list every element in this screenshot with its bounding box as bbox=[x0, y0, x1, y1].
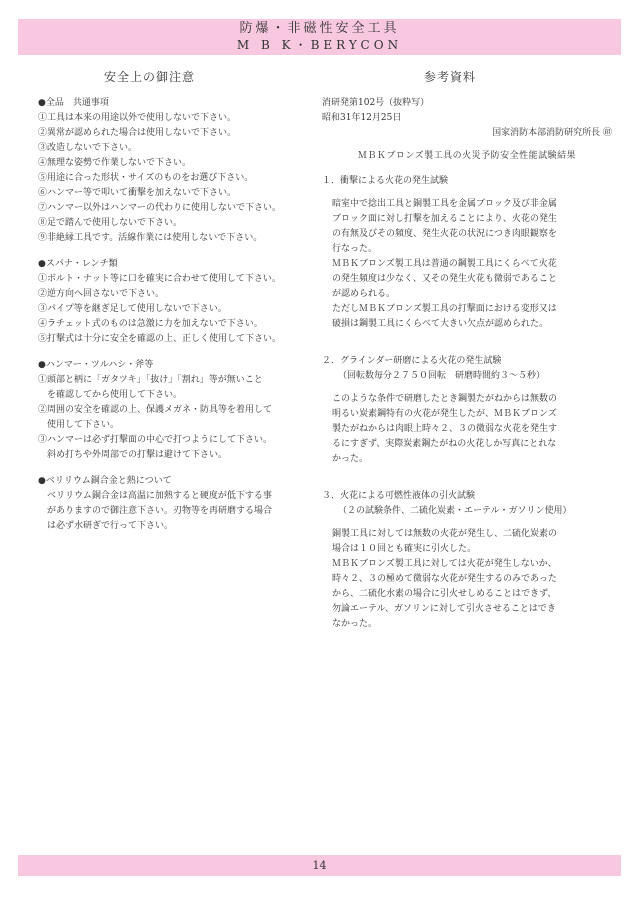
test-title: ３．火花による可燃性液体の引火試験 bbox=[322, 491, 476, 501]
test-section bbox=[322, 489, 612, 646]
paragraph-line: かった。 bbox=[332, 454, 369, 464]
paragraph-line: ＭＢＫブロンズ製工具に対しては火花が発生しないか、 bbox=[332, 559, 557, 569]
test-conditions: （回転数毎分２７５０回転 研磨時間約３～５秒） bbox=[338, 371, 546, 381]
safety-item: ②逆方向へ回さないで下さい。 bbox=[38, 289, 165, 299]
page-footer bbox=[18, 855, 621, 876]
paragraph-line: 行なった。 bbox=[332, 244, 378, 254]
safety-item: ②周囲の安全を確認の上、保護メガネ・防具等を着用して bbox=[38, 405, 273, 415]
spacer bbox=[322, 384, 612, 392]
paragraph-line: ただしＭＢＫブロンズ製工具の打撃面における変形又は bbox=[332, 304, 557, 314]
reference-line: 昭和31年12月25日 bbox=[322, 113, 402, 123]
test-paragraph bbox=[322, 392, 612, 467]
paragraph-line: 銅製工具に対しては無数の火花が発生し、二硫化炭素の bbox=[332, 529, 558, 539]
spacer bbox=[322, 519, 612, 527]
safety-item: ⑤用途に合った形状・サイズのものをお選び下さい。 bbox=[38, 173, 254, 183]
paragraph-line: ブロック面に対し打撃を加えることにより、火花の発生 bbox=[332, 214, 557, 224]
test-paragraph bbox=[322, 527, 612, 557]
page-number: 14 bbox=[312, 859, 327, 872]
safety-notes-column bbox=[38, 96, 308, 545]
section-title: ●ハンマー・ツルハシ・斧等 bbox=[38, 360, 154, 370]
paragraph-line: が認められる。 bbox=[332, 289, 396, 299]
paragraph-line: ＭＢＫブロンズ製工具は普通の鋼製工具にくらべて火花 bbox=[332, 259, 557, 269]
test-section bbox=[322, 174, 612, 346]
paragraph-line: 破損は鋼製工具にくらべて大きい欠点が認められた。 bbox=[332, 319, 549, 329]
safety-item: ⑤打撃式は十分に安全を確認の上、正しく使用して下さい。 bbox=[38, 334, 282, 344]
safety-item: がありますので御注意下さい。刃物等を再研磨する場合 bbox=[38, 506, 273, 516]
safety-item: ③改造しないで下さい。 bbox=[38, 143, 138, 153]
safety-item: ベリリウム銅合金は高温に加熱すると硬度が低下する事 bbox=[38, 491, 272, 501]
reference-column bbox=[322, 96, 612, 654]
paragraph-line: 場合は１０回とも確実に引火した。 bbox=[332, 544, 477, 554]
safety-heading: 安全上の御注意 bbox=[104, 70, 196, 84]
paragraph-line: なかった。 bbox=[332, 619, 378, 629]
safety-section bbox=[38, 474, 308, 534]
test-paragraph bbox=[322, 197, 612, 257]
spacer bbox=[322, 632, 612, 646]
safety-section bbox=[38, 358, 308, 463]
safety-item: ②異常が認められた場合は使用しないで下さい。 bbox=[38, 128, 237, 138]
safety-item: ⑧足で踏んで使用しないで下さい。 bbox=[38, 218, 183, 228]
safety-section bbox=[38, 257, 308, 347]
paragraph-line: の有無及びその頻度、発生火花の状況につき肉眼観察を bbox=[332, 229, 557, 239]
test-section bbox=[322, 354, 612, 481]
test-conditions: （２の試験条件、二硫化炭素・エーテル・ガソリン使用） bbox=[338, 506, 572, 516]
safety-item: ⑥ハンマー等で叩いて衝撃を加えないで下さい。 bbox=[38, 188, 237, 198]
paragraph-line: このような条件で研磨したとき鋼製たがねからは無数の bbox=[332, 394, 558, 404]
page-title: 防爆・非磁性安全工具 bbox=[239, 21, 400, 36]
spacer bbox=[322, 332, 612, 346]
test-paragraph bbox=[322, 302, 612, 332]
reference-heading: 参考資料 bbox=[424, 70, 477, 84]
safety-item: ⑨非絶縁工具です。活線作業には使用しないで下さい。 bbox=[38, 233, 263, 243]
paragraph-line: 明るい炭素鋼特有の火花が発生したが、ＭＢＫブロンズ bbox=[332, 409, 557, 419]
brand-subtitle: M B K・BERYCON bbox=[236, 38, 403, 52]
safety-section bbox=[38, 96, 308, 246]
paragraph-line: の発生頻度は少なく、又その発生火花も微弱であること bbox=[332, 274, 557, 284]
test-paragraph bbox=[322, 557, 612, 632]
reference-line: 消研発第102号（抜粋写） bbox=[322, 98, 430, 108]
test-title: １．衝撃による火花の発生試験 bbox=[322, 176, 449, 186]
section-title: ●ベリリウム銅合金と熱について bbox=[38, 476, 172, 486]
test-paragraph bbox=[322, 257, 612, 302]
title-banner bbox=[18, 19, 621, 55]
safety-item: は必ず水研ぎで行って下さい。 bbox=[38, 521, 174, 531]
section-title: ●全品 共通事項 bbox=[38, 98, 109, 108]
safety-item: ④ラチェット式のものは急激に力を加えないで下さい。 bbox=[38, 319, 263, 329]
safety-item: ①頭部と柄に「ガタツキ」「抜け」「割れ」等が無いこと bbox=[38, 375, 263, 385]
safety-item: 斜め打ちや外周部での打撃は避けて下さい。 bbox=[38, 450, 228, 460]
safety-item: ⑦ハンマー以外はハンマーの代わりに使用しないで下さい。 bbox=[38, 203, 282, 213]
test-title: ２．グラインダー研磨による火花の発生試験 bbox=[322, 356, 502, 366]
paragraph-line: 暗室中で捻出工具と銅製工具を金属ブロック及び非金属 bbox=[332, 199, 557, 209]
section-title: ●スパナ・レンチ類 bbox=[38, 259, 118, 269]
safety-item: を確認してから使用して下さい。 bbox=[38, 390, 183, 400]
safety-item: ③ハンマーは必ず打撃面の中心で打つようにして下さい。 bbox=[38, 435, 273, 445]
report-title: ＭＢＫブロンズ製工具の火災予防安全性能試験結果 bbox=[357, 151, 577, 161]
spacer bbox=[322, 189, 612, 197]
paragraph-line: 時々２、３の極めて微弱な火花が発生するのみであった bbox=[332, 574, 557, 584]
paragraph-line: るにすぎず、実際炭素鋼たがねの火花しか写真にとれな bbox=[332, 439, 557, 449]
paragraph-line: 勿論エーテル、ガソリンに対して引火させることはでき bbox=[332, 604, 556, 614]
paragraph-line: 製たがねからは肉眼上時々２、３の微弱な火花を発生す bbox=[332, 424, 558, 434]
safety-item: 使用して下さい。 bbox=[38, 420, 120, 430]
paragraph-line: から、二硫化水素の場合に引火せしめることはできず、 bbox=[332, 589, 557, 599]
safety-item: ①ボルト・ナット等に口を確実に合わせて使用して下さい。 bbox=[38, 274, 281, 284]
safety-item: ①工具は本来の用途以外で使用しないで下さい。 bbox=[38, 113, 237, 123]
issuer-line: 国家消防本部消防研究所長 ㊞ bbox=[492, 128, 612, 138]
spacer bbox=[322, 467, 612, 481]
safety-item: ③パイプ等を継ぎ足して使用しないで下さい。 bbox=[38, 304, 227, 314]
safety-item: ④無理な姿勢で作業しないで下さい。 bbox=[38, 158, 192, 168]
